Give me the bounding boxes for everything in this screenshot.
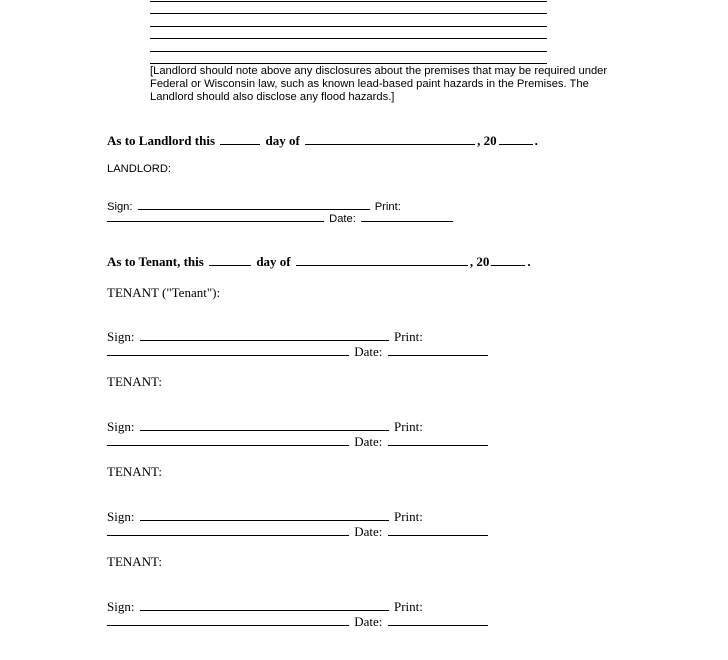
tenant-sign-blank-3[interactable] (140, 520, 389, 521)
landlord-year-blank[interactable] (499, 144, 533, 145)
disclosure-line-6[interactable] (150, 63, 547, 64)
tenant-date-blank-1[interactable] (388, 355, 488, 356)
landlord-heading-prefix: As to Landlord this (107, 133, 215, 148)
disclosure-line-4[interactable] (150, 38, 547, 39)
tenant-date-row-4 (107, 614, 490, 630)
tenant-print-label-1: Print: (393, 329, 423, 344)
landlord-date-label: Date: (329, 213, 356, 225)
tenant-print-label-2: Print: (393, 419, 423, 434)
tenant-sign-blank-1[interactable] (140, 340, 389, 341)
tenant-month-blank[interactable] (296, 265, 468, 266)
landlord-sign-blank[interactable] (138, 209, 370, 210)
tenant-date-label-1: Date: (354, 344, 383, 359)
landlord-print-blank[interactable] (107, 221, 324, 222)
disclosure-line-2[interactable] (150, 13, 547, 14)
landlord-sign-row (107, 201, 401, 213)
tenant-date-blank-3[interactable] (388, 535, 488, 536)
tenant-sign-row-1 (107, 329, 423, 345)
tenant-date-row-1 (107, 344, 490, 360)
tenant-sign-label-2: Sign: (107, 419, 135, 434)
tenant-sign-label-4: Sign: (107, 599, 135, 614)
landlord-heading-day-of: day of (265, 133, 300, 148)
tenant-date-label-4: Date: (354, 614, 383, 629)
landlord-date-blank[interactable] (361, 221, 453, 222)
landlord-heading-end: . (534, 133, 538, 148)
tenant-sign-row-4 (107, 599, 423, 615)
tenant-date-blank-4[interactable] (388, 625, 488, 626)
tenant-sign-label-1: Sign: (107, 329, 135, 344)
tenant-date-label-3: Date: (354, 524, 383, 539)
landlord-heading-year: , 20 (477, 133, 497, 148)
tenant-heading (107, 254, 531, 270)
tenant-print-blank-3[interactable] (107, 535, 349, 536)
disclosure-note: [Landlord should note above any disclosures about the premises that may be required under Federal or Wisconsin law, such as known lead-based paint hazards in the Premises. The Landlord should also disclose any flood hazards.] (150, 65, 608, 103)
tenant-print-label-3: Print: (393, 509, 423, 524)
tenant-heading-end: . (527, 254, 531, 269)
landlord-date-row (107, 213, 455, 225)
tenant-year-blank[interactable] (491, 265, 525, 266)
tenant-label-2: TENANT: (107, 374, 162, 389)
tenant-date-label-2: Date: (354, 434, 383, 449)
tenant-print-blank-1[interactable] (107, 355, 349, 356)
tenant-label-3: TENANT: (107, 464, 162, 479)
landlord-heading (107, 133, 538, 149)
tenant-label-4: TENANT: (107, 554, 162, 569)
landlord-sign-label: Sign: (107, 201, 133, 213)
landlord-label: LANDLORD: (107, 163, 172, 175)
disclosure-line-5[interactable] (150, 51, 547, 52)
tenant-heading-prefix: As to Tenant, this (107, 254, 204, 269)
disclosure-line-3[interactable] (150, 26, 547, 27)
tenant-sign-label-3: Sign: (107, 509, 135, 524)
landlord-month-blank[interactable] (305, 144, 475, 145)
tenant-sign-blank-2[interactable] (140, 430, 389, 431)
tenant-sign-row-2 (107, 419, 423, 435)
landlord-print-label: Print: (374, 201, 401, 213)
tenant-print-blank-4[interactable] (107, 625, 349, 626)
disclosure-line-1[interactable] (150, 1, 547, 2)
tenant-heading-day-of: day of (256, 254, 291, 269)
tenant-sign-row-3 (107, 509, 423, 525)
tenant-sign-blank-4[interactable] (140, 610, 389, 611)
tenant-date-row-3 (107, 524, 490, 540)
tenant-label-1: TENANT ("Tenant"): (107, 285, 221, 300)
tenant-date-row-2 (107, 434, 490, 450)
tenant-heading-year: , 20 (469, 254, 490, 269)
tenant-day-blank[interactable] (209, 265, 251, 266)
tenant-date-blank-2[interactable] (388, 445, 488, 446)
tenant-print-label-4: Print: (393, 599, 423, 614)
tenant-print-blank-2[interactable] (107, 445, 349, 446)
landlord-day-blank[interactable] (220, 144, 260, 145)
